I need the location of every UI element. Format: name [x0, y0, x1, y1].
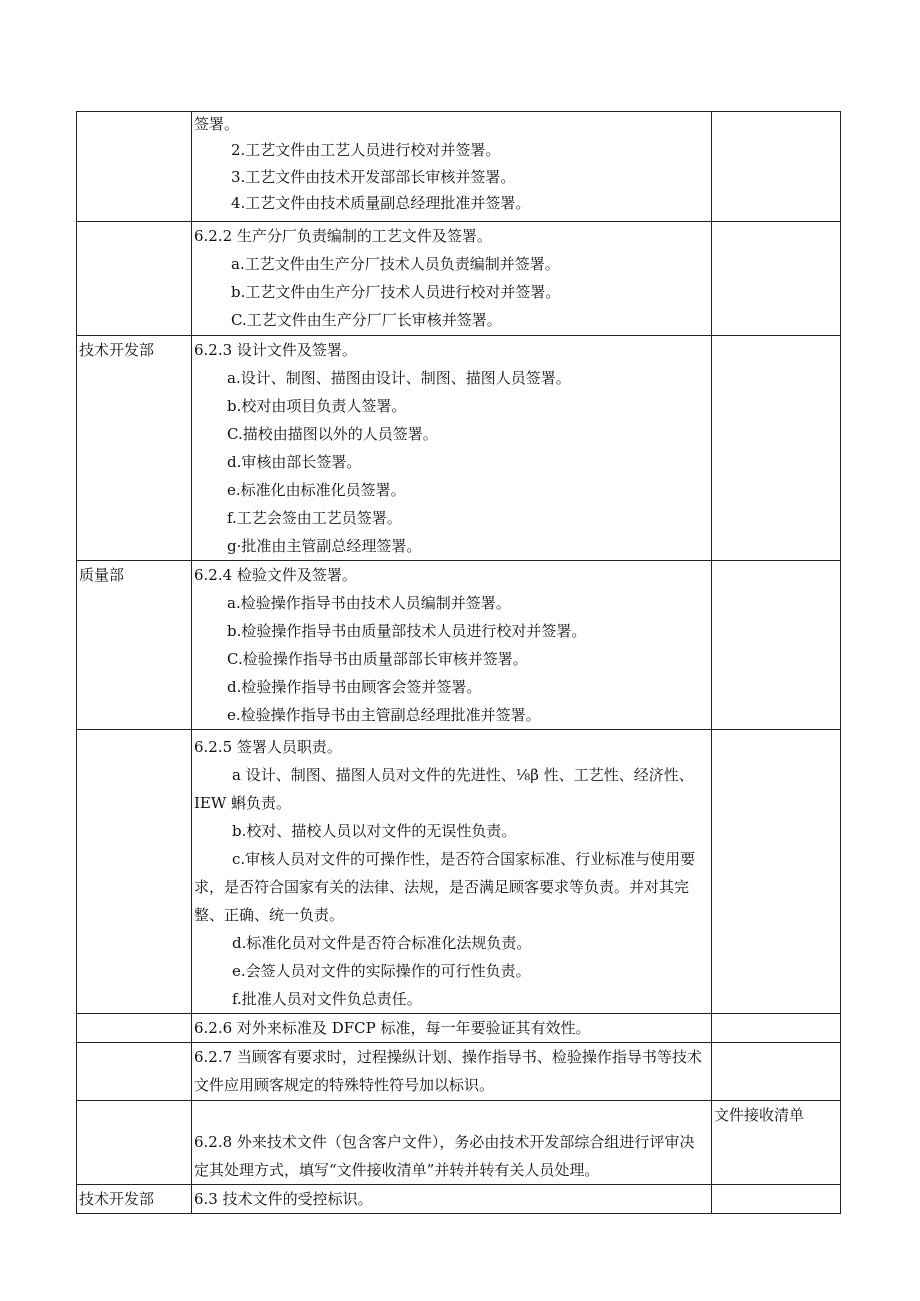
text-line: e.标准化由标准化员签署。 — [227, 481, 406, 499]
table-row — [77, 1185, 841, 1214]
text-line: b.工艺文件由生产分厂技术人员进行校对并签署。 — [231, 283, 561, 301]
text-line: 3.工艺文件由技术开发部部长审核并签署。 — [231, 168, 516, 186]
text-line: f.工艺会签由工艺员签署。 — [227, 509, 402, 527]
text-line: 2.工艺文件由工艺人员进行校对并签署。 — [231, 141, 501, 159]
content-cell — [192, 561, 712, 730]
text-line: a.工艺文件由生产分厂技术人员负责编制并签署。 — [231, 255, 560, 273]
content-cell — [192, 730, 712, 1014]
table-row — [77, 1014, 841, 1043]
record-cell — [712, 336, 841, 561]
table-row — [77, 730, 841, 1014]
content-cell — [192, 336, 712, 561]
table-row — [77, 336, 841, 561]
text-paragraph: a 设计、制图、描图人员对文件的先进性、⅛β 性、工艺性、经济性、IEW 蝌负责。 — [194, 766, 694, 812]
content-cell — [192, 112, 712, 222]
text-line: C.描校由描图以外的人员签署。 — [227, 425, 438, 443]
text-line: g·批准由主管副总经理签署。 — [227, 537, 422, 555]
content-cell: 6.2.7 当顾客有要求时，过程操纵计划、操作指导书、检验操作指导书等技术文件应用顾客规定的特殊特性符号加以标识。 — [192, 1043, 712, 1101]
text-paragraph: d.标准化员对文件是否符合标准化法规负责。 — [232, 934, 532, 952]
text-line: C.工艺文件由生产分厂厂长审核并签署。 — [231, 311, 502, 329]
text-line: e.检验操作指导书由主管副总经理批准并签署。 — [227, 706, 541, 724]
department-cell — [77, 1014, 192, 1043]
procedure-document — [76, 111, 840, 1214]
table-row — [77, 1101, 841, 1185]
text-line: 4.工艺文件由技术质量副总经理批准并签署。 — [231, 194, 531, 212]
text-line: b.检验操作指导书由质量部技术人员进行校对并签署。 — [227, 622, 587, 640]
content-cell — [192, 222, 712, 336]
department-cell — [77, 1043, 192, 1101]
record-cell — [712, 1185, 841, 1214]
table-row — [77, 112, 841, 222]
record-cell — [712, 561, 841, 730]
text-paragraph: f.批准人员对文件负总责任。 — [232, 990, 422, 1008]
text-line: a.设计、制图、描图由设计、制图、描图人员签署。 — [227, 369, 571, 387]
text-line: 6.2.4 检验文件及签署。 — [194, 566, 357, 584]
department-cell: 技术开发部 — [77, 336, 192, 561]
table-row — [77, 222, 841, 336]
text-line: 6.2.3 设计文件及签署。 — [194, 341, 357, 359]
record-cell: 文件接收清单 — [712, 1101, 841, 1185]
record-cell — [712, 1043, 841, 1101]
record-cell — [712, 730, 841, 1014]
text-paragraph: e.会签人员对文件的实际操作的可行性负责。 — [232, 962, 531, 980]
procedure-table — [76, 111, 841, 1214]
text-line: C.检验操作指导书由质量部部长审核并签署。 — [227, 650, 528, 668]
department-cell — [77, 112, 192, 222]
department-cell — [77, 222, 192, 336]
text-paragraph: 6.2.8 外来技术文件（包含客户文件），务必由技术开发部综合组进行评审决定其处理方式，填写“文件接收清单”并转并转有关人员处理。 — [194, 1133, 695, 1179]
text-line: 签署。 — [194, 115, 240, 133]
text-paragraph: c.审核人员对文件的可操作性，是否符合国家标准、行业标准与使用要求，是否符合国家有关的法律、法规，是否满足顾客要求等负责。并对其完整、正确、统一负责。 — [194, 850, 696, 924]
text-line: a.检验操作指导书由技术人员编制并签署。 — [227, 594, 511, 612]
text-line: b.校对由项目负责人签署。 — [227, 397, 407, 415]
text-line: d.检验操作指导书由顾客会签并签署。 — [227, 678, 482, 696]
department-cell — [77, 1101, 192, 1185]
department-cell — [77, 730, 192, 1014]
text-paragraph: b.校对、描校人员以对文件的无误性负责。 — [232, 822, 517, 840]
department-cell: 质量部 — [77, 561, 192, 730]
content-cell: 6.3 技术文件的受控标识。 — [192, 1185, 712, 1214]
text-line: d.审核由部长签署。 — [227, 453, 362, 471]
content-cell: 6.2.6 对外来标准及 DFCP 标准，每一年要验证其有效性。 — [192, 1014, 712, 1043]
text-paragraph: 6.2.5 签署人员职责。 — [194, 738, 342, 756]
record-cell — [712, 222, 841, 336]
record-cell — [712, 1014, 841, 1043]
table-row — [77, 561, 841, 730]
record-cell — [712, 112, 841, 222]
content-cell — [192, 1101, 712, 1185]
text-line: 6.2.2 生产分厂负责编制的工艺文件及签署。 — [194, 227, 492, 245]
department-cell: 技术开发部 — [77, 1185, 192, 1214]
table-row — [77, 1043, 841, 1101]
